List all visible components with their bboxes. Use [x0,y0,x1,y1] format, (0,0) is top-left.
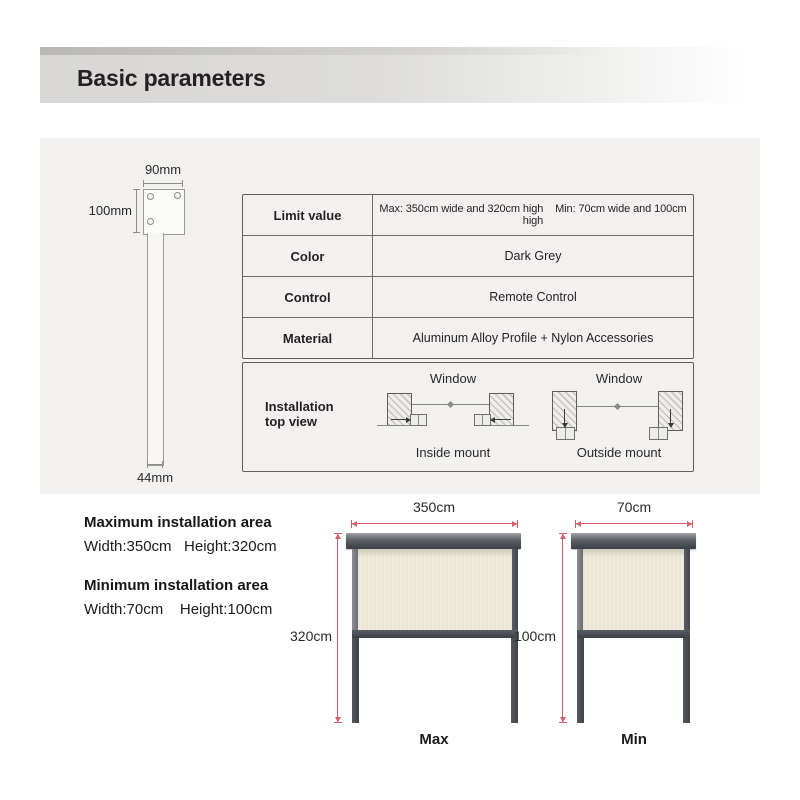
min-screen-fabric [583,549,684,630]
screen-track-profile [410,414,427,426]
outside-mount-caption: Outside mount [576,445,662,460]
spec-table [242,194,694,359]
window-label: Window [429,371,477,386]
screen-track-profile [474,414,491,426]
row-value: Aluminum Alloy Profile + Nylon Accessories [412,331,654,345]
max-screen-right-track [512,549,518,630]
table-row-material [243,317,693,358]
min-screen-bottom-bar [577,630,690,638]
glass-line-marker [614,403,621,410]
min-screen-right-track [684,549,690,630]
max-screen-left-track [352,549,358,630]
row-label: Color [243,236,373,276]
profile-track-width-label: 44mm [136,470,174,485]
dim-tick [133,189,140,190]
mount-arrow-down-icon [668,423,674,428]
max-screen-body [352,549,518,630]
dim-tick [133,232,140,233]
profile-track-dim-line [147,464,163,465]
profile-width-dim-line [143,183,183,184]
profile-track-drawing [147,233,164,466]
screw-hole [147,218,154,225]
dim-tick [162,461,163,468]
max-screen-bottom-bar [352,630,518,638]
min-installation-area-dims: Width:70cm Height:100cm [84,601,273,618]
max-height-dim-arrow [334,533,342,723]
max-width-dim-arrow [351,520,518,528]
screw-hole [147,193,154,200]
min-height-dim-label: 100cm [513,628,556,644]
table-row-limit-value [243,195,693,235]
min-screen-left-track [577,549,583,630]
table-row-control [243,276,693,317]
mount-arrow-right-icon [406,417,411,423]
min-screen-left-leg [577,638,584,723]
profile-height-dim-line [136,189,137,233]
max-screen-right-leg [511,638,518,723]
banner-top-strip [40,47,770,55]
glass-line-marker [447,401,454,408]
outside-mount-diagram [544,369,694,469]
dim-tick [143,180,144,187]
max-screen-cassette [346,533,521,549]
min-height-dim-arrow [559,533,567,723]
min-screen-cassette [571,533,696,549]
min-width-dim-label: 70cm [616,499,652,515]
mount-arrow-down-icon [562,423,568,428]
min-diagram-caption: Min [621,731,647,748]
row-value: Dark Grey [504,249,562,263]
installation-label-line1: Installation [265,399,334,414]
max-screen-fabric [358,549,512,630]
row-value: Max: 350cm wide and 320cm high Min: 70cm wide and 100cm high [379,203,690,227]
row-label: Limit value [243,195,373,235]
window-label: Window [595,371,643,386]
installation-label-line2: top view [265,414,318,429]
max-screen-left-leg [352,638,359,723]
screw-hole [174,192,181,199]
dim-tick [182,180,183,187]
screen-track-profile [556,427,575,440]
max-installation-area-dims: Width:350cm Height:320cm [84,538,277,555]
max-width-dim-label: 350cm [412,499,456,515]
inside-mount-diagram [377,369,529,469]
installation-label [265,399,334,429]
min-screen-right-leg [683,638,690,723]
row-label: Control [243,277,373,317]
mount-arrow-left-icon [490,417,495,423]
max-installation-area-title: Maximum installation area [84,514,272,531]
row-label: Material [243,318,373,358]
section-header-banner [40,47,770,103]
mount-arrow-line [494,419,511,420]
min-width-dim-arrow [575,520,693,528]
max-diagram-caption: Max [419,731,449,748]
inside-mount-caption: Inside mount [415,445,491,460]
row-value: Remote Control [489,290,577,304]
screen-track-profile [649,427,668,440]
profile-height-label: 100mm [88,203,132,218]
max-height-dim-label: 320cm [290,628,333,644]
installation-top-view-box [242,362,694,472]
dim-tick [147,461,148,468]
table-row-color [243,235,693,276]
page-title: Basic parameters [77,65,266,91]
min-screen-body [577,549,690,630]
min-installation-area-title: Minimum installation area [84,577,269,594]
profile-width-label: 90mm [144,162,182,177]
